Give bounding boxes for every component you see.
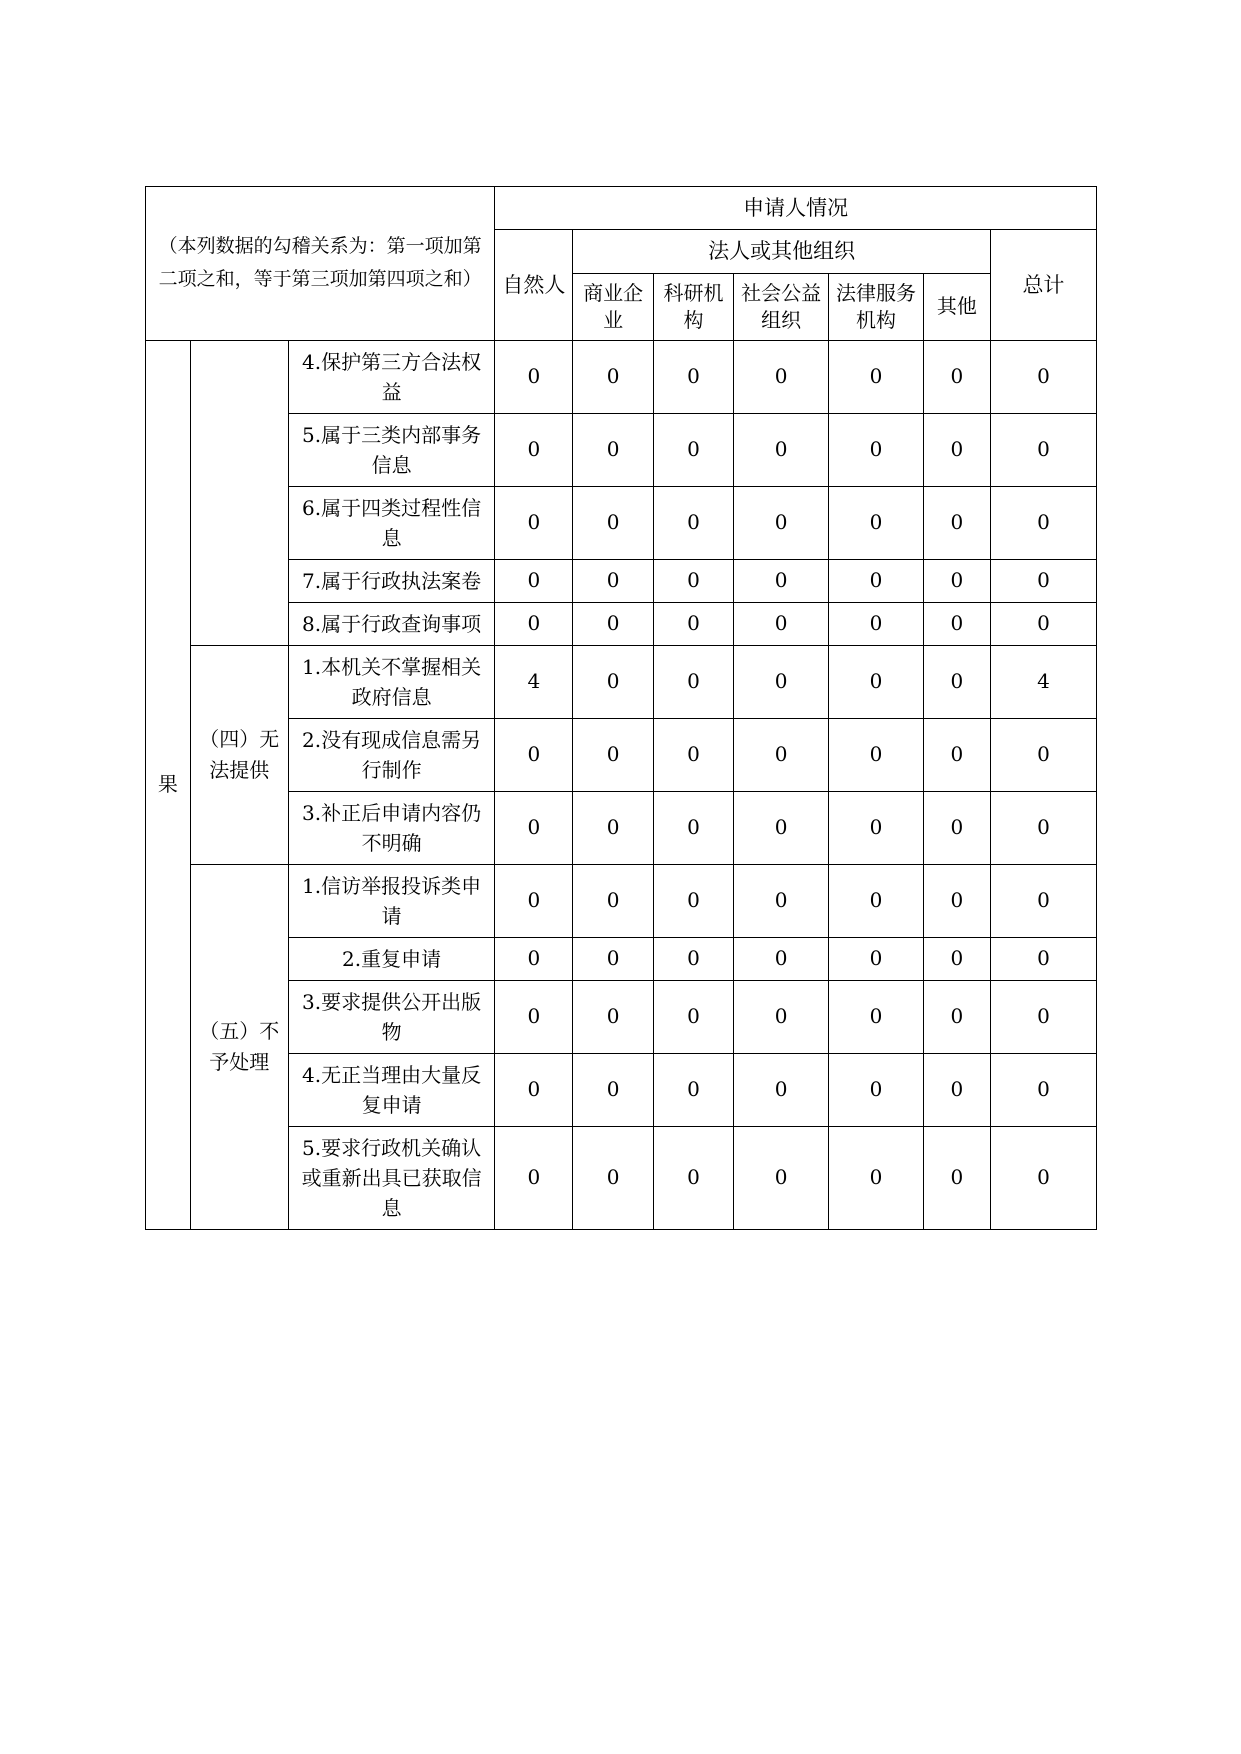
cell-value: 0 — [829, 718, 924, 791]
result-column-label: 果 — [146, 340, 191, 1229]
cell-value: 0 — [653, 486, 733, 559]
cell-value: 0 — [573, 645, 653, 718]
table-row — [146, 413, 1097, 486]
cell-value: 0 — [573, 791, 653, 864]
table-row — [146, 1126, 1097, 1229]
table-row — [146, 1053, 1097, 1126]
cell-value: 0 — [829, 1126, 924, 1229]
cell-value: 0 — [495, 340, 573, 413]
cell-value: 0 — [653, 980, 733, 1053]
cell-value: 0 — [573, 937, 653, 980]
cell-value: 0 — [653, 413, 733, 486]
cell-value: 0 — [990, 413, 1096, 486]
cell-value: 0 — [734, 413, 829, 486]
cell-value: 0 — [734, 340, 829, 413]
group-label-2: （五）不予处理 — [190, 864, 288, 1229]
cell-value: 0 — [923, 602, 990, 645]
cell-value: 0 — [923, 980, 990, 1053]
note-cell: （本列数据的勾稽关系为：第一项加第二项之和，等于第三项加第四项之和） — [146, 187, 495, 341]
header-row-1 — [146, 187, 1097, 230]
cell-value: 0 — [923, 645, 990, 718]
cell-value: 0 — [923, 486, 990, 559]
cell-value: 0 — [990, 340, 1096, 413]
cell-value: 0 — [923, 864, 990, 937]
header-research-institution: 科研机构 — [653, 273, 733, 340]
cell-value: 0 — [573, 413, 653, 486]
cell-value: 0 — [573, 1053, 653, 1126]
header-other: 其他 — [923, 273, 990, 340]
cell-value: 0 — [990, 980, 1096, 1053]
cell-value: 0 — [495, 602, 573, 645]
cell-value: 0 — [923, 413, 990, 486]
cell-value: 0 — [734, 791, 829, 864]
item-label: 1.信访举报投诉类申请 — [288, 864, 495, 937]
table-row — [146, 340, 1097, 413]
cell-value: 0 — [734, 980, 829, 1053]
cell-value: 0 — [990, 486, 1096, 559]
cell-value: 0 — [829, 791, 924, 864]
cell-value: 0 — [829, 413, 924, 486]
table-row — [146, 602, 1097, 645]
cell-value: 0 — [829, 1053, 924, 1126]
cell-value: 4 — [990, 645, 1096, 718]
cell-value: 0 — [923, 937, 990, 980]
cell-value: 0 — [495, 413, 573, 486]
table-row — [146, 486, 1097, 559]
item-label: 7.属于行政执法案卷 — [288, 559, 495, 602]
cell-value: 0 — [653, 559, 733, 602]
cell-value: 0 — [990, 864, 1096, 937]
cell-value: 0 — [573, 864, 653, 937]
cell-value: 0 — [990, 937, 1096, 980]
cell-value: 0 — [829, 340, 924, 413]
cell-value: 0 — [734, 602, 829, 645]
cell-value: 0 — [495, 1126, 573, 1229]
information-disclosure-table — [145, 186, 1097, 1230]
cell-value: 0 — [495, 937, 573, 980]
cell-value: 0 — [653, 791, 733, 864]
table-header — [146, 187, 1097, 341]
cell-value: 0 — [990, 718, 1096, 791]
cell-value: 0 — [734, 645, 829, 718]
cell-value: 0 — [923, 718, 990, 791]
cell-value: 0 — [829, 980, 924, 1053]
cell-value: 0 — [573, 718, 653, 791]
cell-value: 0 — [734, 1053, 829, 1126]
table-row — [146, 864, 1097, 937]
report-page — [145, 186, 1097, 1230]
cell-value: 0 — [495, 791, 573, 864]
cell-value: 0 — [829, 559, 924, 602]
cell-value: 0 — [495, 559, 573, 602]
cell-value: 0 — [573, 980, 653, 1053]
cell-value: 0 — [495, 486, 573, 559]
item-label: 4.无正当理由大量反复申请 — [288, 1053, 495, 1126]
cell-value: 0 — [829, 864, 924, 937]
cell-value: 0 — [734, 1126, 829, 1229]
table-row — [146, 980, 1097, 1053]
cell-value: 0 — [495, 980, 573, 1053]
cell-value: 0 — [653, 1126, 733, 1229]
cell-value: 0 — [653, 645, 733, 718]
cell-value: 0 — [653, 718, 733, 791]
item-label: 5.属于三类内部事务信息 — [288, 413, 495, 486]
header-legal-service-org: 法律服务机构 — [829, 273, 924, 340]
header-legal-or-other-org: 法人或其他组织 — [573, 230, 990, 273]
item-label: 3.要求提供公开出版物 — [288, 980, 495, 1053]
cell-value: 0 — [734, 864, 829, 937]
header-total: 总计 — [990, 230, 1096, 340]
cell-value: 0 — [990, 791, 1096, 864]
cell-value: 0 — [923, 559, 990, 602]
cell-value: 0 — [495, 864, 573, 937]
cell-value: 0 — [990, 1126, 1096, 1229]
cell-value: 0 — [573, 1126, 653, 1229]
item-label: 8.属于行政查询事项 — [288, 602, 495, 645]
table-row — [146, 718, 1097, 791]
cell-value: 0 — [990, 602, 1096, 645]
header-applicant-situation: 申请人情况 — [495, 187, 1097, 230]
item-label: 1.本机关不掌握相关政府信息 — [288, 645, 495, 718]
cell-value: 0 — [495, 718, 573, 791]
cell-value: 0 — [829, 602, 924, 645]
item-label: 3.补正后申请内容仍不明确 — [288, 791, 495, 864]
item-label: 5.要求行政机关确认或重新出具已获取信息 — [288, 1126, 495, 1229]
table-row — [146, 791, 1097, 864]
item-label: 4.保护第三方合法权益 — [288, 340, 495, 413]
cell-value: 0 — [990, 1053, 1096, 1126]
cell-value: 0 — [653, 340, 733, 413]
cell-value: 0 — [829, 486, 924, 559]
cell-value: 0 — [734, 486, 829, 559]
table-row — [146, 645, 1097, 718]
cell-value: 0 — [653, 602, 733, 645]
cell-value: 0 — [734, 937, 829, 980]
cell-value: 0 — [923, 1126, 990, 1229]
header-social-welfare-org: 社会公益组织 — [734, 273, 829, 340]
cell-value: 0 — [734, 718, 829, 791]
cell-value: 0 — [653, 1053, 733, 1126]
group-label-1: （四）无法提供 — [190, 645, 288, 864]
cell-value: 0 — [829, 937, 924, 980]
item-label: 2.没有现成信息需另行制作 — [288, 718, 495, 791]
table-row — [146, 559, 1097, 602]
cell-value: 0 — [573, 340, 653, 413]
cell-value: 0 — [573, 559, 653, 602]
item-label: 6.属于四类过程性信息 — [288, 486, 495, 559]
cell-value: 0 — [923, 791, 990, 864]
cell-value: 0 — [495, 1053, 573, 1126]
table-body — [146, 340, 1097, 1229]
table-row — [146, 937, 1097, 980]
item-label: 2.重复申请 — [288, 937, 495, 980]
cell-value: 0 — [573, 602, 653, 645]
group-label-0 — [190, 340, 288, 645]
cell-value: 0 — [990, 559, 1096, 602]
cell-value: 0 — [653, 864, 733, 937]
cell-value: 4 — [495, 645, 573, 718]
cell-value: 0 — [573, 486, 653, 559]
cell-value: 0 — [923, 1053, 990, 1126]
cell-value: 0 — [923, 340, 990, 413]
cell-value: 0 — [734, 559, 829, 602]
header-natural-person: 自然人 — [495, 230, 573, 340]
header-business-enterprise: 商业企业 — [573, 273, 653, 340]
cell-value: 0 — [829, 645, 924, 718]
cell-value: 0 — [653, 937, 733, 980]
